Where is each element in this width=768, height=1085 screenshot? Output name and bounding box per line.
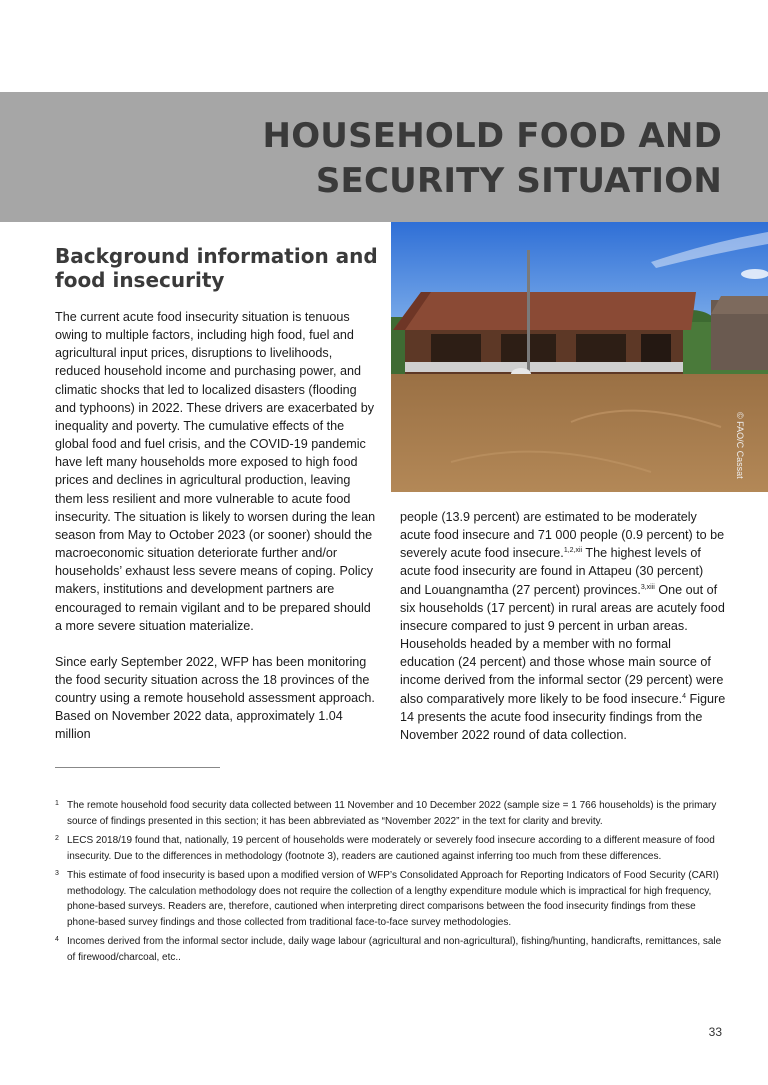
- photo-credit: © FAO/C Cassat: [735, 412, 745, 479]
- footnote-4: [55, 934, 723, 965]
- footnote-divider: [55, 767, 220, 768]
- footnote-text: Incomes derived from the informal sector include, daily wage labour (agricultural and non-agricultural), fishing/hunting, handicrafts, remittances, sale of firewood/charcoal, etc..: [67, 936, 722, 963]
- findings-text-4: Figure 14 presents the acute food insecurity findings from the November 2022 round of data collection.: [400, 691, 726, 742]
- footnote-text: This estimate of food insecurity is based upon a modified version of WFP’s Consolidated Approach for Reporting Indicators of Food Security (CARI) methodology. The calculation methodology does not require the collection of a lengthy expenditure module which is impractical for high frequency, phone-based surveys. Readers are, therefore, cautioned when interpreting direct comparisons between the food insecurity findings from these phone-based survey findings and those collected from traditional face-to-face survey methodologies.: [67, 870, 719, 928]
- footnote-ref-3-xiii: 3,xiii: [640, 583, 655, 591]
- footnote-ref-1-2-xii: 1,2,xii: [563, 547, 583, 555]
- findings-text-3: One out of six households (17 percent) in rural areas are acutely food insecure compared to just 9 percent in urban areas. Households headed by a member with no formal education (24 percent) and those whose main source of income derived from the informal sector (29 percent) were also comparatively more likely to be food insecure.: [400, 582, 725, 706]
- page-title-line-2: SECURITY SITUATION: [315, 161, 722, 201]
- footnote-2: [55, 833, 723, 864]
- paragraph-monitoring: Since early September 2022, WFP has been monitoring the food security situation across the 18 provinces of the country using a remote household assessment approach. Based on November 2022 data, approximately 1.04 million: [55, 654, 375, 742]
- footnote-text: LECS 2018/19 found that, nationally, 19 percent of households were moderately or severely food insecure according to a different measure of food insecurity. Due to the differences in methodology (footnote 3), readers are cautioned against inferring too much from these differences.: [67, 835, 715, 862]
- footnote-1: [55, 798, 723, 829]
- footnote-3: [55, 868, 723, 930]
- left-column: [55, 308, 377, 744]
- section-heading: Background information and food insecurity: [55, 244, 378, 292]
- page-title-line-1: HOUSEHOLD FOOD AND: [262, 116, 722, 156]
- page-title: [263, 114, 722, 204]
- paragraph-findings: [400, 508, 726, 744]
- village-school-photo: [391, 222, 768, 492]
- findings-text-2: The highest levels of acute food insecurity are found in Attapeu (30 percent) and Louangnamtha (27 percent) provinces.: [400, 546, 704, 597]
- footnote-number: 2: [55, 835, 59, 842]
- page-number: 33: [708, 1025, 722, 1039]
- footnotes: [55, 798, 723, 969]
- right-column: [400, 508, 726, 744]
- paragraph-drivers: The current acute food insecurity situation is tenuous owing to multiple factors, including high food, fuel and agricultural input prices, disruptions to livelihoods, reduced household income and purchasing power, and climatic shocks that led to localized disasters (flooding and typhoons) in 2022. These drivers are exacerbated by inequality and poverty. The cumulative effects of the global food and fuel crisis, and the COVID-19 pandemic have left many households more exposed to high food prices and declines in agricultural production, leaving them less resilient and more vulnerable to acute food insecurity. The situation is likely to worsen during the lean season from May to October 2023 (or sooner) should the macroeconomic situation deteriorate further and/or households’ exhaust less severe means of coping. Policy makers, institutions and development partners are encouraged to remain vigilant and to be prepared should a more severe situation materialize.: [55, 310, 376, 633]
- footnote-number: 1: [55, 800, 59, 807]
- findings-text-1: people (13.9 percent) are estimated to be moderately acute food insecure and 71 000 people (0.9 percent) to be severely acute food insecure.: [400, 510, 725, 561]
- footnote-number: 3: [55, 870, 59, 877]
- footnote-ref-4: 4: [682, 692, 686, 700]
- footnote-text: The remote household food security data collected between 11 November and 10 December 2022 (sample size = 1 766 households) is the primary source of findings presented in this section; it has been abbreviated as “November 2022” in the text for clarity and brevity.: [67, 800, 717, 827]
- footnote-number: 4: [55, 936, 59, 943]
- photo-illustration: [391, 222, 768, 492]
- title-banner: [0, 92, 768, 222]
